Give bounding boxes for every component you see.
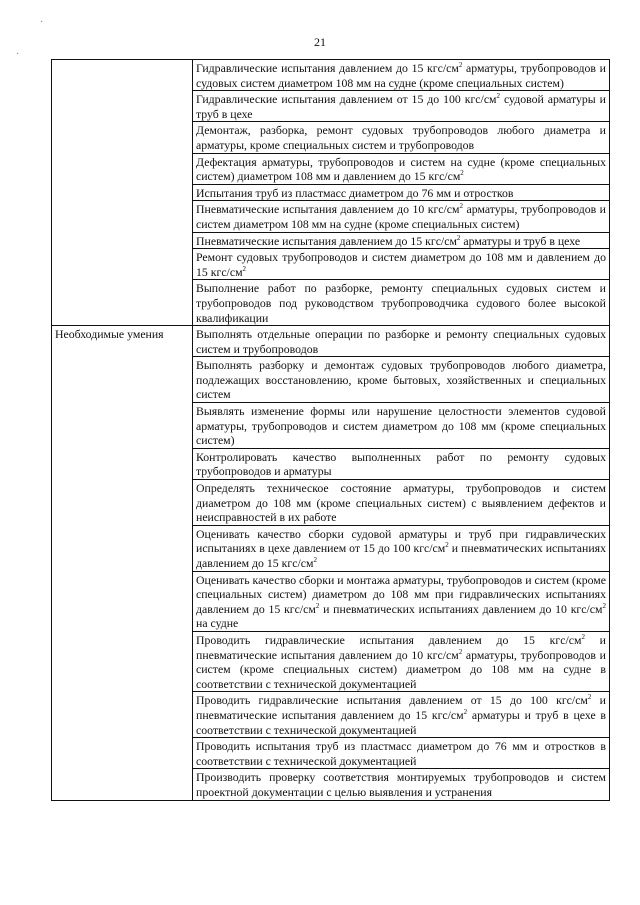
text-segment: и пневматических испытаниях давлением до 10 кгс/см <box>319 601 603 616</box>
item-text <box>196 481 606 525</box>
item-cell <box>193 692 610 738</box>
text-segment: Выполнение работ по разборке, ремонту специальных судовых систем и трубопроводов под руководством трубопроводчика судового более высокой квалификации <box>196 281 606 325</box>
superscript: 2 <box>459 202 464 211</box>
competency-table <box>51 59 610 801</box>
item-text <box>196 123 606 152</box>
item-cell <box>193 153 610 184</box>
text-segment: Ремонт судовых трубопроводов и систем диаметром до 108 мм и давлением до 15 кгс/см <box>196 250 606 279</box>
text-segment: Гидравлические испытания давлением от 15 до 100 кгс/см <box>196 92 497 107</box>
text-segment: Выполнять разборку и демонтаж судовых трубопроводов любого диаметра, подлежащих восстановлению, кроме бытовых, хозяйственных и специальных систем <box>196 358 606 402</box>
item-text <box>196 450 606 479</box>
superscript: 2 <box>456 233 461 242</box>
superscript: 2 <box>602 601 606 610</box>
text-segment: Выявлять изменение формы или нарушение целостности элементов судовой арматуры, трубопроводов и систем диаметром до 108 мм (кроме специальных систем) <box>196 404 606 448</box>
text-segment: арматуры, трубопроводов и систем (кроме специальных систем) диаметром до 108 мм на судне в соответствии с технической документацией <box>196 647 606 691</box>
item-cell <box>193 448 610 479</box>
text-segment: арматуры, трубопроводов и систем диаметром 108 мм на судне (кроме специальных систем) <box>196 202 606 231</box>
item-cell <box>193 403 610 449</box>
section-label: Необходимые умения <box>55 327 164 342</box>
page-number: 21 <box>314 35 326 49</box>
section-label-cell <box>52 60 193 326</box>
item-cell <box>193 326 610 357</box>
item-text <box>196 61 606 90</box>
text-segment: Дефектация арматуры, трубопроводов и систем на судне (кроме специальных систем) диаметром 108 мм и давлением до 15 кгс/см <box>196 154 606 184</box>
item-text <box>196 186 606 201</box>
text-segment: Определять техническое состояние арматуры, трубопроводов и систем диаметром до 108 мм (кроме специальных систем) с выявлением дефектов и неисправностей в их работе <box>196 481 606 525</box>
superscript: 2 <box>242 264 247 273</box>
text-segment: и пневматические испытания давлением до 15 кгс/см <box>196 693 607 722</box>
text-segment: Оценивать качество сборки судовой арматуры и труб при гидравлических испытаниях в цехе давлением от 15 до 100 кгс/см <box>196 526 606 556</box>
superscript: 2 <box>496 92 501 101</box>
item-text <box>196 693 606 737</box>
item-text <box>196 739 606 768</box>
item-cell <box>193 769 610 800</box>
item-cell <box>193 631 610 691</box>
item-text <box>196 202 606 231</box>
superscript: 2 <box>463 707 468 716</box>
scan-mark-top: · <box>40 17 44 28</box>
superscript: 2 <box>460 169 464 178</box>
text-segment: Пневматические испытания давлением до 15 кгс/см <box>196 233 457 248</box>
item-cell <box>193 122 610 153</box>
item-cell <box>193 91 610 122</box>
text-segment: Проводить испытания труб из пластмасс диаметром до 76 мм и отростков в соответствии с технической документацией <box>196 739 606 768</box>
text-segment: арматуры, трубопроводов и судовых систем диаметром 108 мм на судне (кроме специальных систем) <box>196 61 606 90</box>
table-row <box>52 326 610 357</box>
item-text <box>196 281 606 325</box>
item-text <box>196 92 606 121</box>
text-segment: арматуры и труб в цехе <box>460 233 581 248</box>
table-row <box>52 60 610 91</box>
text-segment: Производить проверку соответствия монтируемых трубопроводов и систем проектной документации с целью выявления и устранения <box>196 770 606 799</box>
text-segment: Проводить гидравлические испытания давлением до 15 кгс/см <box>196 632 582 647</box>
item-cell <box>193 201 610 232</box>
item-cell <box>193 232 610 249</box>
item-text <box>196 250 606 279</box>
text-segment: арматуры и труб в цехе в соответствии с технической документацией <box>196 707 606 737</box>
superscript: 2 <box>458 647 463 656</box>
superscript: 2 <box>315 601 320 610</box>
item-cell <box>193 357 610 403</box>
item-cell <box>193 280 610 326</box>
item-cell <box>193 480 610 526</box>
section-label-cell <box>52 326 193 800</box>
text-segment: Оценивать качество сборки и монтажа арматуры, трубопроводов и систем (кроме специальных систем) диаметром до 108 мм при гидравлических испытаниях давлением до 15 кгс/см <box>196 572 606 616</box>
text-segment: Гидравлические испытания давлением до 15 кгс/см <box>196 61 459 75</box>
item-text <box>196 633 606 691</box>
text-segment: Испытания труб из пластмасс диаметром до 76 мм и отростков <box>196 185 514 200</box>
item-text <box>196 573 606 631</box>
text-segment: Проводить гидравлические испытания давлением от 15 до 100 кгс/см <box>196 693 588 708</box>
item-text <box>196 234 606 249</box>
item-text <box>196 527 606 571</box>
item-cell <box>193 571 610 631</box>
item-text <box>196 155 606 184</box>
text-segment: Выполнять отдельные операции по разборке и ремонту специальных судовых систем и трубопроводов <box>196 327 606 356</box>
superscript: 2 <box>445 541 449 550</box>
superscript: 2 <box>313 556 317 564</box>
item-text <box>196 404 606 448</box>
text-segment: Демонтаж, разборка, ремонт судовых трубопроводов любого диаметра и арматуры, кроме специальных систем и трубопроводов <box>196 123 606 152</box>
item-text <box>196 327 606 356</box>
superscript: 2 <box>458 61 463 69</box>
text-segment: и пневматические испытания давлением до 10 кгс/см <box>196 632 606 662</box>
text-segment: на судне <box>196 616 239 631</box>
item-text <box>196 358 606 402</box>
item-cell <box>193 184 610 201</box>
text-segment: и пневматических испытаниях давлением до 15 кгс/см <box>196 541 606 570</box>
item-cell <box>193 60 610 91</box>
text-segment: Контролировать качество выполненных работ по ремонту судовых трубопроводов и арматуры <box>196 449 606 479</box>
superscript: 2 <box>587 693 592 702</box>
item-text <box>196 770 606 799</box>
item-cell <box>193 525 610 571</box>
scan-mark-left: · <box>16 49 20 60</box>
text-segment: Пневматические испытания давлением до 10 кгс/см <box>196 202 460 217</box>
item-cell <box>193 249 610 280</box>
superscript: 2 <box>581 632 585 641</box>
item-cell <box>193 738 610 769</box>
text-segment: судовой арматуры и труб в цехе <box>196 92 606 121</box>
